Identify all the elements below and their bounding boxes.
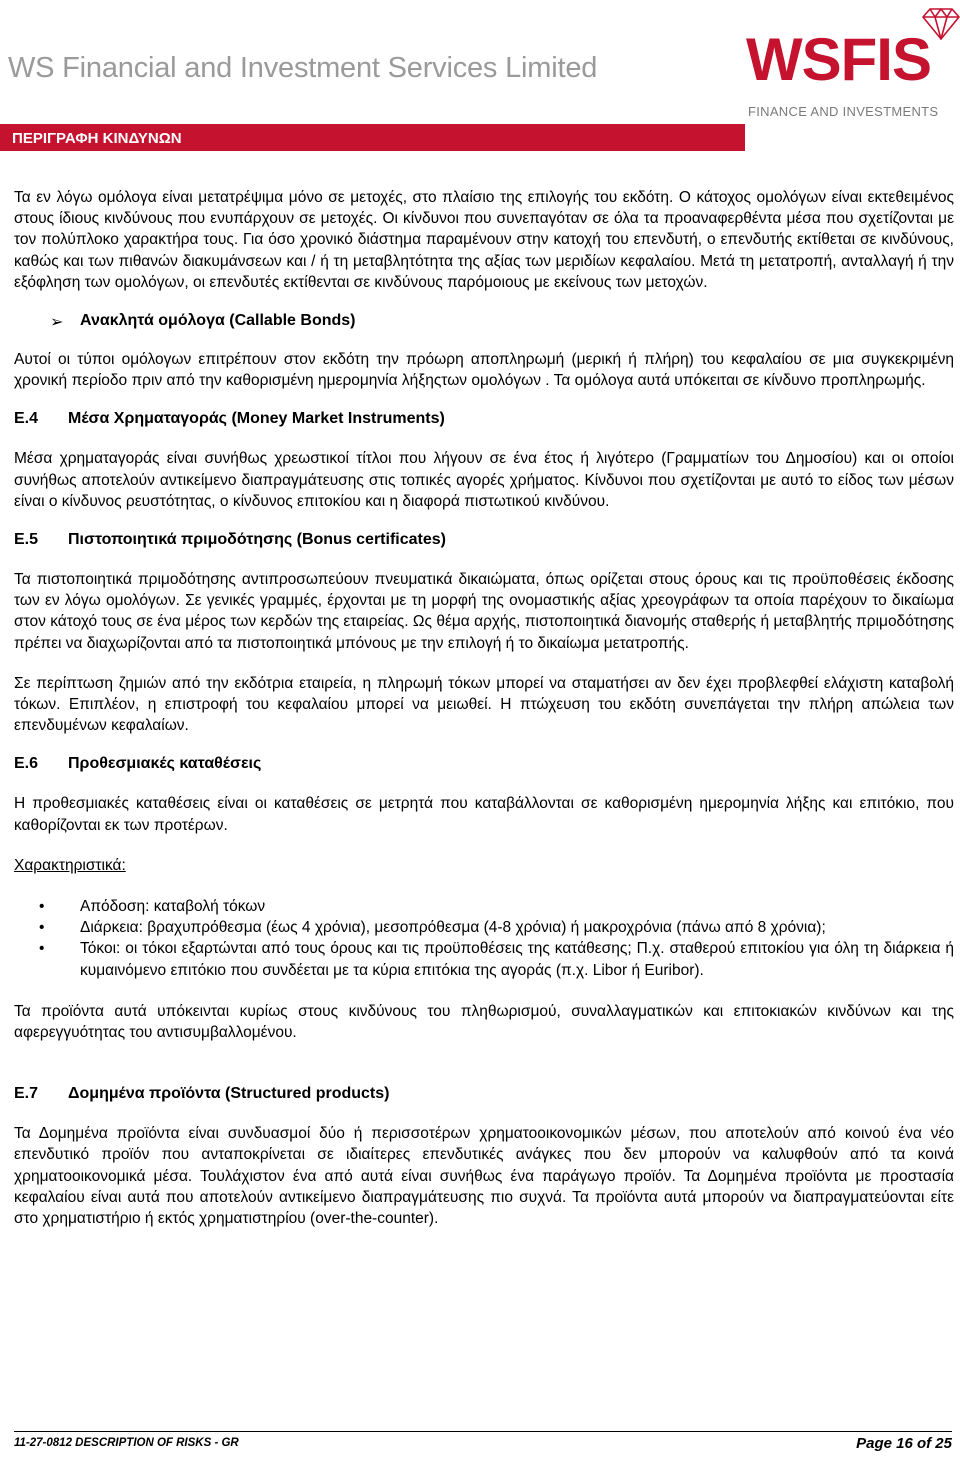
characteristics-label: Χαρακτηριστικά: [14, 856, 126, 874]
section-title: Πιστοποιητικά πριμοδότησης (Bonus certificates) [68, 531, 446, 549]
section-title: Μέσα Χρηματαγοράς (Money Market Instruments) [68, 410, 445, 428]
list-item [14, 938, 954, 980]
section-number: E.6 [14, 755, 39, 773]
bullet-icon: • [39, 940, 45, 958]
section-e7-heading [14, 1085, 954, 1103]
list-item [14, 896, 954, 917]
section-title: Δομημένα προϊόντα (Structured products) [68, 1085, 390, 1103]
document-body [14, 187, 954, 1248]
list-item-text: Απόδοση: καταβολή τόκων [80, 898, 266, 916]
footer-doc-id: 11-27-0812 DESCRIPTION OF RISKS - GR [14, 1437, 239, 1449]
footer-divider [14, 1431, 952, 1432]
bullet-icon: • [39, 898, 45, 916]
bullet-icon: • [39, 919, 45, 937]
logo-wordmark: WSFIS [746, 26, 931, 93]
section-e6-closing: Τα προϊόντα αυτά υπόκεινται κυρίως στους κινδύνους του πληθωρισμού, συναλλαγματικών και επιτοκιακών κινδύνων και της αφερεγγυότητας του αντισυμβαλλομένου. [14, 1002, 954, 1042]
list-item [14, 917, 954, 938]
section-e6-heading [14, 755, 954, 773]
page-number: Page 16 of 25 [856, 1435, 952, 1452]
company-logo [746, 6, 960, 122]
section-e5-paragraph-2: Σε περίπτωση ζημιών από την εκδότρια εταιρεία, η πληρωμή τόκων μπορεί να σταματήσει αν δεν έχει προβλεφθεί ελάχιστη καταβολή τόκων. Επιπλέον, η επιστροφή του κεφαλαίου μπορεί να μειωθεί. Η πτώχευση του εκδότη συνεπάγεται την πλήρη απώλεια των επενδυμένων κεφαλαίων. [14, 674, 954, 735]
section-banner [0, 124, 745, 151]
section-e5-heading [14, 531, 954, 549]
callable-paragraph: Αυτοί οι τύποι ομόλογων επιτρέπουν στον εκδότη την πρόωρη αποπληρωμή (μερική ή πλήρη) του κεφαλαίου σε μια συγκεκριμένη χρονική περίοδο πριν από την καθορισμένη ημερομηνία λήξηςτων ομολόγων . Τα ομόλογα αυτά υπόκειται σε κίνδυνο προπληρωμής. [14, 351, 954, 390]
company-name: WS Financial and Investment Services Limited [8, 52, 598, 84]
list-item-text: Διάρκεια: βραχυπρόθεσμα (έως 4 χρόνια), μεσοπρόθεσμα (4-8 χρόνια) ή μακροχρόνια (πάνω από 8 χρόνια); [80, 919, 826, 937]
section-number: E.7 [14, 1085, 39, 1103]
characteristics-list [14, 896, 954, 981]
section-e4-paragraph: Μέσα χρηματαγοράς είναι συνήθως χρεωστικοί τίτλοι που λήγουν σε ένα έτος ή λιγότερο (Γραμματίων του Δημοσίου) και οι οποίοι συνήθως αποτελούν αντικείμενο διαπραγμάτευσης στις τοπικές αγορές χρήματος. Κίνδυνοι που σχετίζονται με αυτό το είδος των μέσων είναι ο κίνδυνος ρευστότητας, ο κίνδυνος επιτοκίου και η διαφορά πιστωτικού κινδύνου. [14, 450, 954, 510]
callable-heading [14, 312, 954, 330]
section-e7-paragraph: Τα Δομημένα προϊόντα είναι συνδυασμοί δύο ή περισσοτέρων χρηματοοικονομικών μέσων, που αποτελούν από κοινού ένα νέο επενδυτικό προϊόν που ανταποκρίνεται σε ιδιαίτερες επενδυτικές ανάγκες που δεν μπορούν να καλυφθούν από τα κοινά χρηματοοικονομικά μέσα. Τουλάχιστον ένα από αυτά είναι συνήθως ένα παράγωγο προϊόν. Τα Δομημένα προϊόντα με προστασία κεφαλαίου είναι αυτά που αποτελούν αντικείμενο διαπραγμάτευσης πιο συχνά. Τα προϊόντα αυτά μπορούν να διαπραγματεύονται είτε στο χρηματιστήριο ή εκτός χρηματιστηρίου (over-the-counter). [14, 1125, 954, 1228]
section-title: Προθεσμιακές καταθέσεις [68, 755, 262, 773]
section-e4-heading [14, 410, 954, 428]
list-item-text: Τόκοι: οι τόκοι εξαρτώνται από τους όρους και τις προϋποθέσεις της κατάθεσης; Π.χ. σταθερού επιτοκίου για όλη τη διάρκεια ή κυμαινόμενο επιτόκιο που συνδέεται με τα κύρια επιτόκια της αγοράς (π.χ. Libor ή Euribor). [80, 940, 954, 979]
callable-title: Ανακλητά ομόλογα (Callable Bonds) [80, 312, 356, 330]
section-e6-paragraph: Η προθεσμιακές καταθέσεις είναι οι καταθέσεις σε μετρητά που καταβάλλονται σε καθορισμένη ημερομηνία λήξης και επιτόκιο, που καθορίζονται εκ των προτέρων. [14, 795, 954, 834]
logo-subtitle: FINANCE AND INVESTMENTS [748, 104, 939, 119]
intro-paragraph: Τα εν λόγω ομόλογα είναι μετατρέψιμα μόνο σε μετοχές, στο πλαίσιο της επιλογής του εκδότη. Ο κάτοχος ομολόγων είναι εκτεθειμένος στους ίδιους κινδύνους που ενυπάρχουν σε μετοχές. Οι κίνδυνοι που συνεπαγόταν σε όλα τα προαναφερθέντα μέσα που σχετίζονται με τον πολύπλοκο χαρακτήρα τους. Για όσο χρονικό διάστημα παραμένουν στην κατοχή του επενδυτή, ο επενδυτής εκτίθεται σε κινδύνους, καθώς και των πιθανών διακυμάνσεων και / ή τη μεταβλητότητα της αξίας των μεριδίων κεφαλαίου. Μετά τη μετατροπή, ανταλλαγή ή την εξόφληση των ομολόγων, οι επενδυτές εκτίθενται σε κινδύνους παρόμοιους με εκείνους των μετοχών. [14, 189, 954, 291]
section-e5-paragraph-1: Τα πιστοποιητικά πριμοδότησης αντιπροσωπεύουν πνευματικά δικαιώματα, όπως ορίζεται στους όρους και τις προϋποθέσεις έκδοσης των εν λόγω ομολόγων. Σε γενικές γραμμές, έρχονται με τη μορφή της ονομαστικής αξίας χρεογράφων τα οποία παρέχουν το δικαίωμα στον κάτοχό τους σε ένα μέρος των κερδών της εταιρείας. Ως θέμα αρχής, πιστοποιητικά διανομής σταθερής ή μεταβλητής πριμοδότησης πρέπει να διαχωρίζονται από τα πιστοποιητικά μπόνους με την επιλογή ή το δικαίωμα μετατροπής. [14, 571, 954, 652]
section-number: E.4 [14, 410, 39, 428]
arrow-bullet-icon: ➢ [50, 314, 64, 332]
section-title: ΠΕΡΙΓΡΑΦΗ ΚΙΝΔΥΝΩΝ [12, 130, 182, 147]
section-number: E.5 [14, 531, 39, 549]
